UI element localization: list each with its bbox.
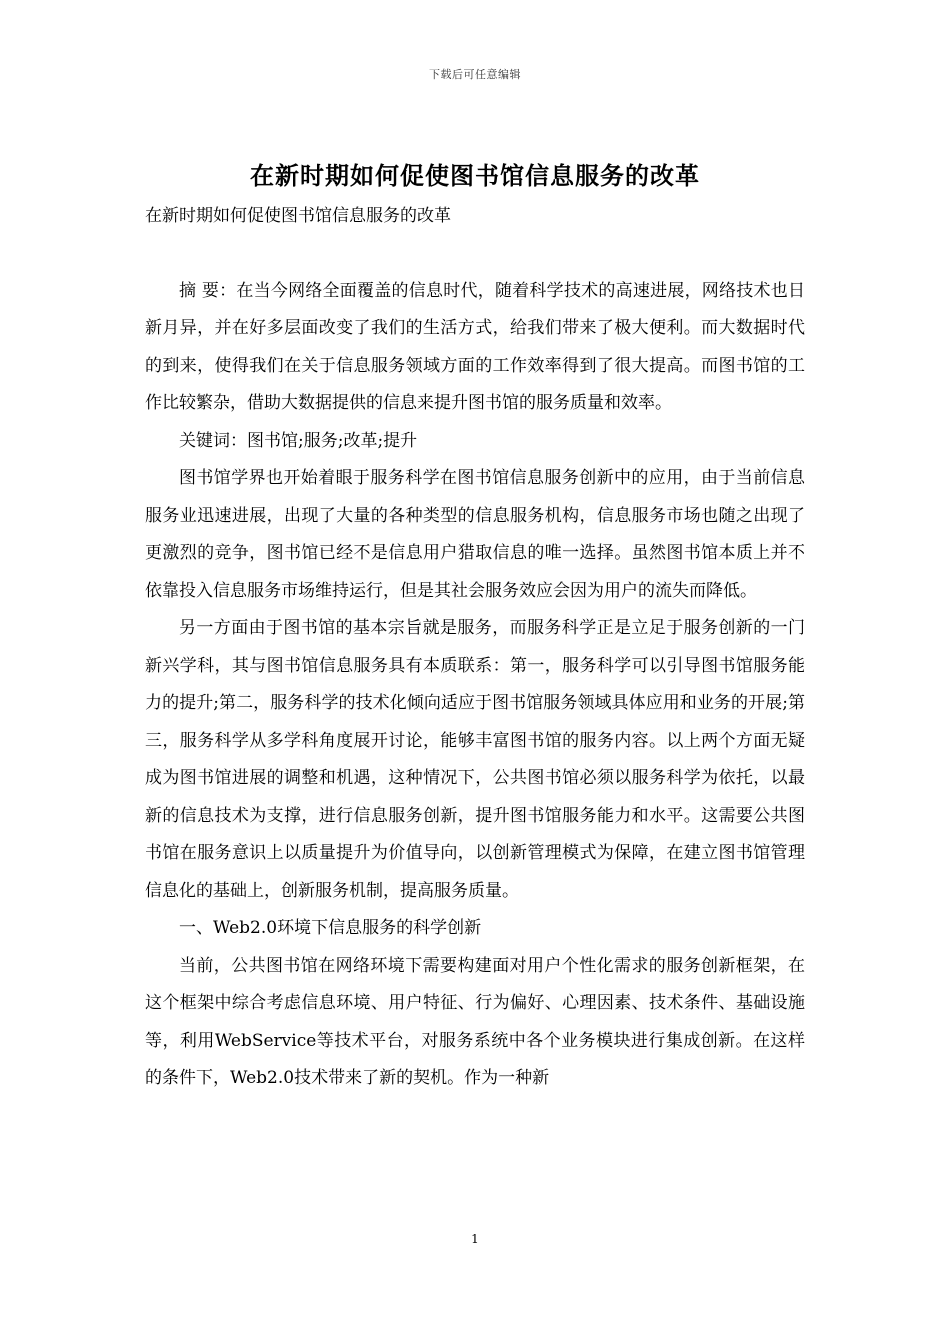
page-number: 1 (471, 1232, 479, 1246)
document-subtitle: 在新时期如何促使图书馆信息服务的改革 (145, 206, 451, 226)
document-body (145, 198, 805, 1098)
abstract-paragraph: 摘 要：在当今网络全面覆盖的信息时代，随着科学技术的高速进展，网络技术也日新月异，并在好多层面改变了我们的生活方式，给我们带来了极大便利。而大数据时代的到来，使得我们在关于信息服务领域方面的工作效率得到了很大提高。而图书馆的工作比较繁杂，借助大数据提供的信息来提升图书馆的服务质量和效率。 (145, 280, 805, 413)
keywords-line: 关键词：图书馆;服务;改革;提升 (179, 430, 418, 451)
body-paragraph-3: 当前，公共图书馆在网络环境下需要构建面对用户个性化需求的服务创新框架，在这个框架中综合考虑信息环境、用户特征、行为偏好、心理因素、技术条件、基础设施等，利用WebService等技术平台，对服务系统中各个业务模块进行集成创新。在这样的条件下，Web2.0技术带来了新的契机。作为一种新 (145, 955, 805, 1088)
section-heading: 一、Web2.0环境下信息服务的科学创新 (179, 918, 482, 938)
body-paragraph-1: 图书馆学界也开始着眼于服务科学在图书馆信息服务创新中的应用，由于当前信息服务业迅速进展，出现了大量的各种类型的信息服务机构，信息服务市场也随之出现了更激烈的竞争，图书馆已经不是信息用户猎取信息的唯一选择。虽然图书馆本质上并不依靠投入信息服务市场维持运行，但是其社会服务效应会因为用户的流失而降低。 (145, 468, 805, 601)
header-note: 下载后可任意编辑 (429, 68, 521, 81)
document-title: 在新时期如何促使图书馆信息服务的改革 (250, 161, 700, 190)
body-paragraph-2: 另一方面由于图书馆的基本宗旨就是服务，而服务科学正是立足于服务创新的一门新兴学科，其与图书馆信息服务具有本质联系：第一，服务科学可以引导图书馆服务能力的提升;第二，服务科学的技术化倾向适应于图书馆服务领域具体应用和业务的开展;第三，服务科学从多学科角度展开讨论，能够丰富图书馆的服务内容。以上两个方面无疑成为图书馆进展的调整和机遇，这种情况下，公共图书馆必须以服务科学为依托，以最新的信息技术为支撑，进行信息服务创新，提升图书馆服务能力和水平。这需要公共图书馆在服务意识上以质量提升为价值导向，以创新管理模式为保障，在建立图书馆管理信息化的基础上，创新服务机制，提高服务质量。 (145, 618, 805, 901)
